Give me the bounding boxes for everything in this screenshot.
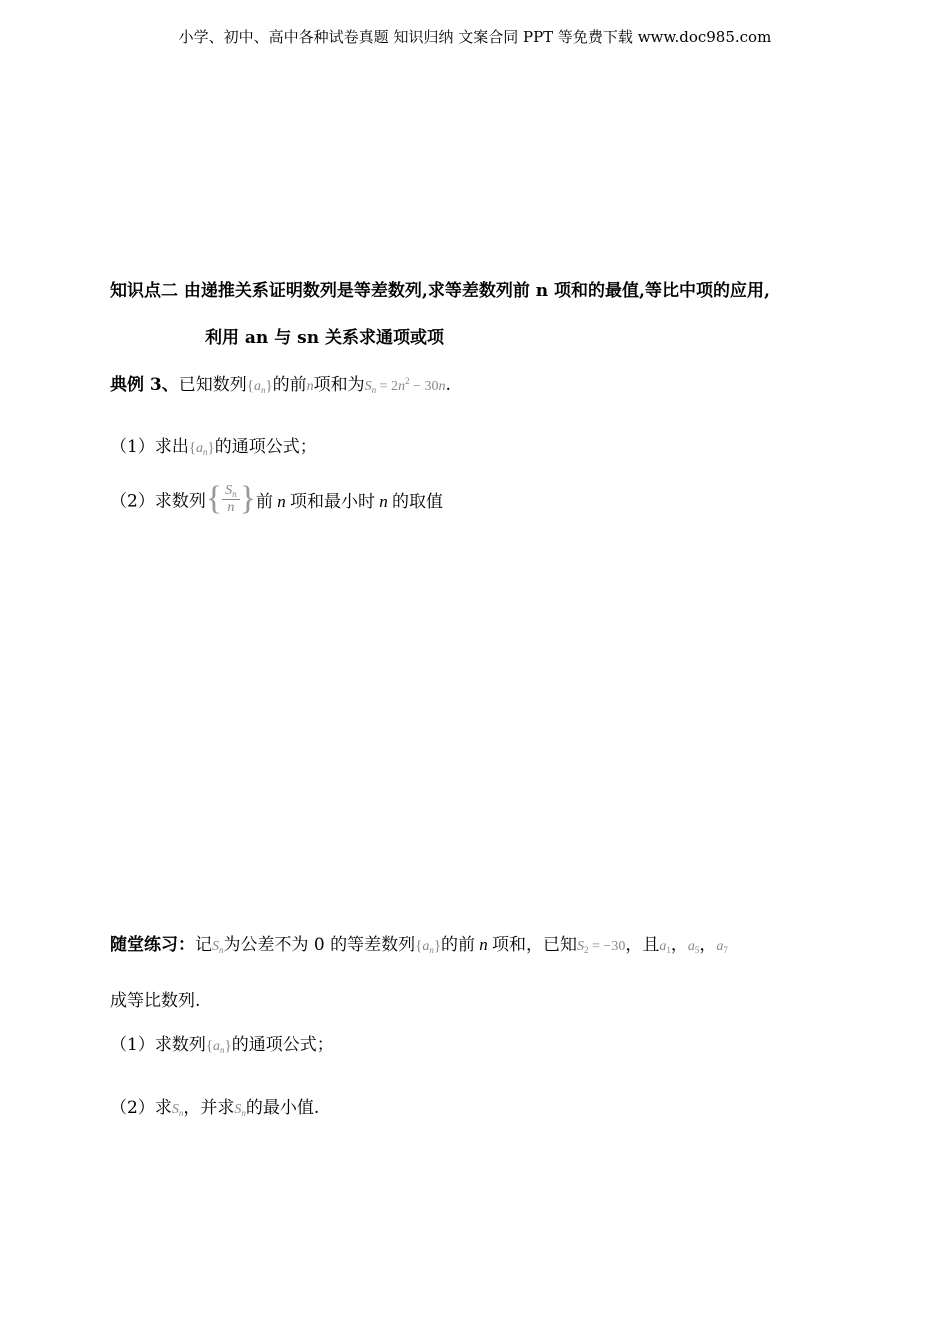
var-n: n <box>306 379 314 394</box>
example3-question1: （1）求出$\{a_n\}$的通项公式； <box>110 437 317 457</box>
s2-formula: $S_2 = -30$ <box>577 939 626 955</box>
section-title-line2: 利用 an 与 sn 关系求通项或项 <box>205 328 444 348</box>
practice-question1: （1）求数列$\{a_n\}$的通项公式； <box>110 1035 334 1055</box>
example3-statement: 典例 3、已知数列$\{a_n\}$的前n项和为$S_n = 2n^2 - 30n$. <box>110 375 451 395</box>
practice-label: 随堂练习： <box>110 935 195 955</box>
example3-label: 典例 3、 <box>110 375 179 395</box>
seq-an: $\{a_n\}$ <box>246 378 273 395</box>
sum-formula: $S_n = 2n^2 - 30n$ <box>364 376 446 395</box>
page-header: 小学、初中、高中各种试卷真题 知识归纳 文案合同 PPT 等免费下载 www.doc985.com <box>178 28 772 46</box>
practice-question2: （2）求$S_n$，并求$S_n$的最小值. <box>110 1098 320 1118</box>
practice-statement: 随堂练习：记$S_n$为公差不为 0 的等差数列$\{a_n\}$的前 n 项和，已知$S_2 = -30$，且$a_1$，$a_5$，$a_7$ <box>110 935 728 955</box>
sn-over-n-fraction: $\frac{S_n}{n}$ <box>222 483 240 516</box>
example3-question2: （2）求数列{ $\frac{S_n}{n}$ }前 n 项和最小时 n 的取值 <box>110 480 443 517</box>
section-title-line1: 知识点二 由递推关系证明数列是等差数列,求等差数列前 n 项和的最值,等比中项的应用, <box>110 281 770 301</box>
seq-an: $\{a_n\}$ <box>188 440 215 457</box>
practice-line2: 成等比数列. <box>110 991 201 1011</box>
